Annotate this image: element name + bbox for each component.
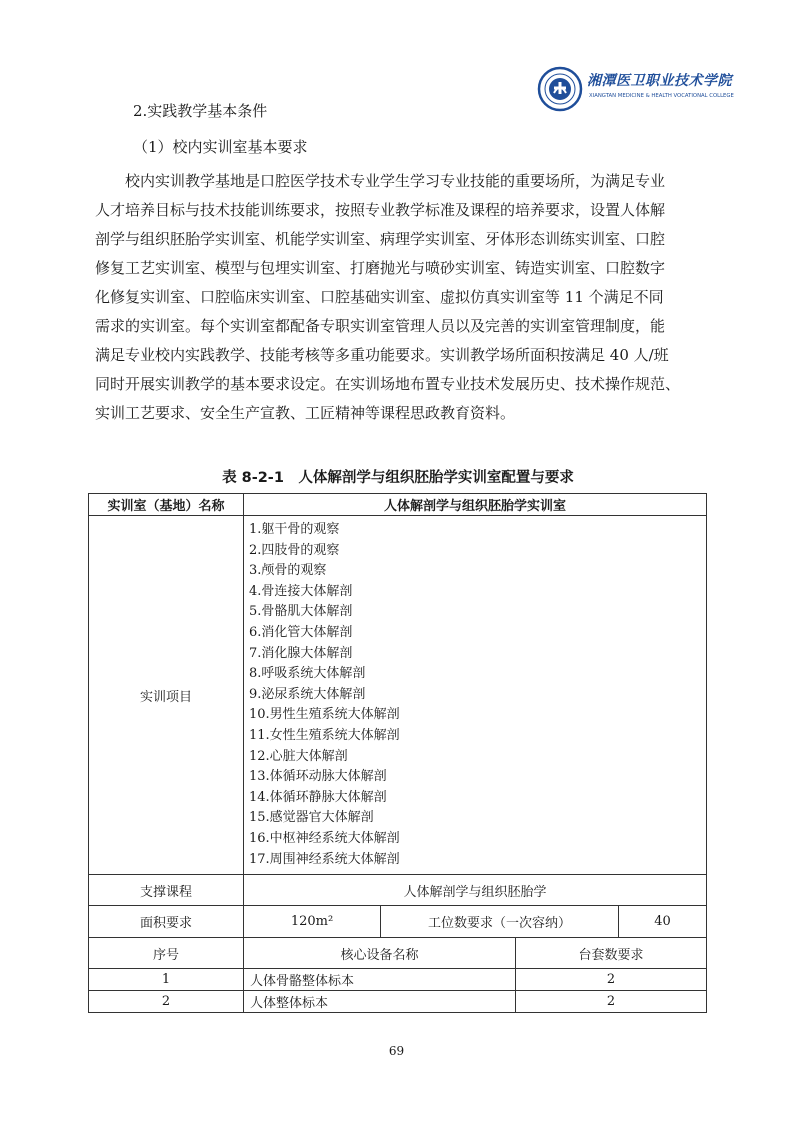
equip-no: 2 bbox=[89, 991, 244, 1013]
training-items-list bbox=[244, 516, 707, 875]
lab-name-label: 实训室（基地）名称 bbox=[89, 494, 244, 516]
list-item: 8.呼吸系统大体解剖 bbox=[249, 666, 366, 682]
list-item: 4.骨连接大体解剖 bbox=[249, 583, 353, 599]
equip-name: 人体骨骼整体标本 bbox=[244, 969, 516, 991]
list-item: 5.骨骼肌大体解剖 bbox=[249, 604, 353, 620]
paragraph-line: 实训工艺要求、安全生产宣教、工匠精神等课程思政教育资料。 bbox=[95, 404, 516, 422]
list-item: 12.心脏大体解剖 bbox=[249, 748, 348, 764]
equip-qty: 2 bbox=[516, 969, 707, 991]
table-row bbox=[89, 938, 707, 969]
paragraph-line: 满足专业校内实践教学、技能考核等多重功能要求。实训教学场所面积按满足 40 人/班 bbox=[95, 346, 669, 364]
course-value: 人体解剖学与组织胚胎学 bbox=[244, 875, 707, 906]
list-item: 13.体循环动脉大体解剖 bbox=[249, 769, 387, 785]
seats-label: 工位数要求（一次容纳） bbox=[381, 906, 619, 938]
college-emblem-icon bbox=[537, 66, 583, 112]
list-item: 16.中枢神经系统大体解剖 bbox=[249, 830, 400, 846]
list-item: 10.男性生殖系统大体解剖 bbox=[249, 707, 400, 723]
list-item: 11.女性生殖系统大体解剖 bbox=[249, 727, 400, 743]
paragraph-line: 人才培养目标与技术技能训练要求，按照专业教学标准及课程的培养要求，设置人体解 bbox=[95, 201, 666, 219]
table-row bbox=[89, 494, 707, 516]
body-paragraph bbox=[95, 167, 701, 428]
page-number: 69 bbox=[388, 1044, 405, 1058]
college-name-cn: 湘潭医卫职业技术学院 bbox=[587, 73, 732, 89]
paragraph-line: 修复工艺实训室、模型与包埋实训室、打磨抛光与喷砂实训室、铸造实训室、口腔数字 bbox=[95, 259, 666, 277]
list-item: 14.体循环静脉大体解剖 bbox=[249, 789, 387, 805]
section-subheading: （1）校内实训室基本要求 bbox=[133, 138, 308, 156]
equip-qty: 2 bbox=[516, 991, 707, 1013]
training-items-label: 实训项目 bbox=[89, 516, 244, 875]
list-item: 9.泌尿系统大体解剖 bbox=[249, 686, 366, 702]
area-label: 面积要求 bbox=[89, 906, 244, 938]
seats-value: 40 bbox=[619, 906, 707, 938]
table-row bbox=[89, 969, 707, 991]
lab-name-value: 人体解剖学与组织胚胎学实训室 bbox=[244, 494, 707, 516]
lab-config-table bbox=[88, 493, 707, 1013]
equip-name: 人体整体标本 bbox=[244, 991, 516, 1013]
equip-header-no: 序号 bbox=[89, 938, 244, 969]
list-item: 17.周围神经系统大体解剖 bbox=[249, 851, 400, 867]
paragraph-line: 剖学与组织胚胎学实训室、机能学实训室、病理学实训室、牙体形态训练实训室、口腔 bbox=[95, 230, 666, 248]
list-item: 1.躯干骨的观察 bbox=[249, 522, 340, 537]
section-heading: 2.实践教学基本条件 bbox=[133, 102, 268, 120]
paragraph-line: 化修复实训室、口腔临床实训室、口腔基础实训室、虚拟仿真实训室等 11 个满足不同 bbox=[95, 288, 664, 306]
list-item: 6.消化管大体解剖 bbox=[249, 624, 353, 640]
table-row bbox=[89, 516, 707, 875]
equip-header-qty: 台套数要求 bbox=[516, 938, 707, 969]
area-value: 120m² bbox=[244, 906, 381, 938]
paragraph-line: 同时开展实训教学的基本要求设定。在实训场地布置专业技术发展历史、技术操作规范、 bbox=[95, 375, 681, 393]
college-name-en: XIANGTAN MEDICINE & HEALTH VOCATIONAL COLLEGE bbox=[589, 93, 734, 99]
paragraph-line: 需求的实训室。每个实训室都配备专职实训室管理人员以及完善的实训室管理制度，能 bbox=[95, 317, 666, 335]
paragraph-line: 校内实训教学基地是口腔医学技术专业学生学习专业技能的重要场所，为满足专业 bbox=[125, 172, 666, 190]
list-item: 3.颅骨的观察 bbox=[249, 563, 327, 579]
table-caption: 表 8-2-1 人体解剖学与组织胚胎学实训室配置与要求 bbox=[222, 470, 574, 486]
list-item: 15.感觉器官大体解剖 bbox=[249, 810, 374, 826]
equip-header-name: 核心设备名称 bbox=[244, 938, 516, 969]
equip-no: 1 bbox=[89, 969, 244, 991]
table-row bbox=[89, 875, 707, 906]
list-item: 2.四肢骨的观察 bbox=[249, 542, 340, 558]
list-item: 7.消化腺大体解剖 bbox=[249, 645, 353, 661]
course-label: 支撑课程 bbox=[89, 875, 244, 906]
table-row bbox=[89, 906, 707, 938]
table-row bbox=[89, 991, 707, 1013]
college-logo bbox=[537, 66, 734, 112]
